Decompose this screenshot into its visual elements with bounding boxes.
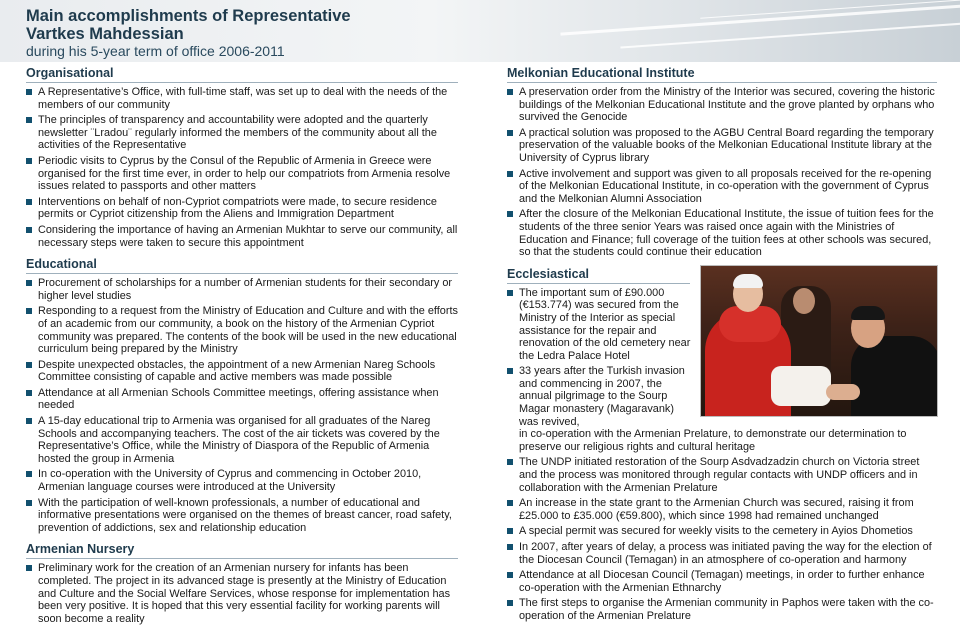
photo-pope-meeting bbox=[700, 265, 938, 417]
list-item: Attendance at all Diocesan Council (Temagan) meetings, in order to further enhance co-operation with the Armenian Ethnarchy bbox=[507, 569, 937, 594]
list-item: An increase in the state grant to the Armenian Church was secured, raising it from £25.000 to £35.000 (€59.800), which since 1998 had remained unchanged bbox=[507, 497, 937, 522]
list-item: In 2007, after years of delay, a process was initiated paving the way for the election of the Diocesan Council (Temagan) in an atmosphere of co-operation and harmony bbox=[507, 541, 937, 566]
list-item-text-continued: in co-operation with the Armenian Prelature, to demonstrate our determination to preserve our religious rights and cultural heritage bbox=[519, 428, 907, 453]
list-item: Preliminary work for the creation of an Armenian nursery for infants has been completed. The project in its advanced stage is presently at the Ministry of Education and Culture and the Social Welfare Services, whose response for implementation has been very positive. It is hoped that this very essential facility for working parents will soon become a reality bbox=[26, 562, 458, 625]
page-title-line2: Vartkes Mahdessian bbox=[26, 25, 184, 43]
section-heading-ecclesiastical: Ecclesiastical bbox=[507, 267, 690, 284]
list-item: Responding to a request from the Ministry of Education and Culture and with the efforts of an academic from our community, a book on the history of the Armenian Cypriot community was prepared. The contents of the book will be used in the new educational curriculum being prepared by the Ministry bbox=[26, 305, 458, 355]
list-item: With the participation of well-known professionals, a number of educational and informative presentations were organised on the themes of breast cancer, road safety, prevention of addictions, sex and relationship education bbox=[26, 497, 458, 535]
list-item: Considering the importance of having an Armenian Mukhtar to serve our community, all necessary steps were taken to secure this appointment bbox=[26, 224, 458, 249]
section-heading-educational: Educational bbox=[26, 257, 458, 274]
list-item: Active involvement and support was given to all proposals received for the re-opening of the Melkonian Educational Institute, in co-operation with the government of Cyprus and the Melkonian Alumni Association bbox=[507, 168, 937, 206]
organisational-list bbox=[26, 86, 458, 249]
nursery-list bbox=[26, 562, 458, 625]
header-banner bbox=[0, 0, 960, 62]
list-item: After the closure of the Melkonian Educational Institute, the issue of tuition fees for the students of the three senior Years was raised once again with the Ministries of Education and Finance; full coverage of the tuition fees at other schools was secured, so that the students could continue their education bbox=[507, 208, 937, 258]
photo-figure bbox=[793, 288, 815, 314]
left-column bbox=[26, 66, 458, 628]
list-item-text: 33 years after the Turkish invasion and commencing in 2007, the annual pilgrimage to the Sourp Magar monastery (Magaravank) was revived, bbox=[519, 365, 685, 428]
list-item: A practical solution was proposed to the AGBU Central Board regarding the temporary preservation of the valuable books of the Melkonian Educational Institute library at the University of Cyprus library bbox=[507, 127, 937, 165]
list-item: A 15-day educational trip to Armenia was organised for all graduates of the Nareg Schools and accompanying teachers. The cost of the air tickets was covered by the Representative’s Office, while the Ministry of Diaspora of the Republic of Armenia hosted the group in Armenia bbox=[26, 415, 458, 465]
list-item: A preservation order from the Ministry of the Interior was secured, covering the historic buildings of the Melkonian Educational Institute and the grove planted by orphans who survived the Genocide bbox=[507, 86, 937, 124]
page-title-line1: Main accomplishments of Representative bbox=[26, 7, 351, 25]
photo-figure bbox=[851, 336, 938, 417]
list-item: A special permit was secured for weekly visits to the cemetery in Ayios Dhometios bbox=[507, 525, 937, 538]
educational-list bbox=[26, 277, 458, 534]
section-heading-melkonian: Melkonian Educational Institute bbox=[507, 66, 937, 83]
list-item: Interventions on behalf of non-Cypriot compatriots were made, to secure residence permits or Cypriot citizenship from the Aliens and Immigration Department bbox=[26, 196, 458, 221]
photo-figure bbox=[826, 384, 860, 400]
section-heading-organisational: Organisational bbox=[26, 66, 458, 83]
list-item: The important sum of £90.000 (€153.774) was secured from the Ministry of the Interior as special assistance for the repair and renovation of the old cemetery near the Ledra Palace Hotel bbox=[507, 287, 694, 363]
list-item: Despite unexpected obstacles, the appointment of a new Armenian Nareg Schools Committee consisting of capable and active members was made possible bbox=[26, 359, 458, 384]
list-item: Procurement of scholarships for a number of Armenian students for their secondary or higher level studies bbox=[26, 277, 458, 302]
list-item: A Representative’s Office, with full-time staff, was set up to deal with the needs of the members of our community bbox=[26, 86, 458, 111]
page-subtitle: during his 5-year term of office 2006-2011 bbox=[26, 43, 285, 59]
photo-figure bbox=[771, 366, 831, 406]
list-item: The principles of transparency and accountability were adopted and the quarterly newsletter ¨Lradou¨ regularly informed the members of the community about all the activities of the Representative bbox=[26, 114, 458, 152]
list-item: The first steps to organise the Armenian community in Paphos were taken with the co-operation of the Armenian Prelature bbox=[507, 597, 937, 622]
list-item: The UNDP initiated restoration of the Sourp Asdvadzadzin church on Victoria street and the process was monitored through regular contacts with UNDP officers and in collaboration with the Armenian Prelature bbox=[507, 456, 937, 494]
list-item: Periodic visits to Cyprus by the Consul of the Republic of Armenia in Greece were organised for the first time ever, in order to help our compatriots from Armenia resolve issues related to passports and other matters bbox=[26, 155, 458, 193]
melkonian-list bbox=[507, 86, 937, 259]
title-block bbox=[26, 7, 351, 59]
section-heading-nursery: Armenian Nursery bbox=[26, 542, 458, 559]
list-item: Attendance at all Armenian Schools Committee meetings, offering assistance when needed bbox=[26, 387, 458, 412]
banner-streak bbox=[560, 3, 960, 35]
list-item: In co-operation with the University of Cyprus and commencing in October 2010, Armenian language courses were introduced at the University bbox=[26, 468, 458, 493]
photo-figure bbox=[851, 306, 885, 320]
photo-figure bbox=[733, 274, 763, 288]
